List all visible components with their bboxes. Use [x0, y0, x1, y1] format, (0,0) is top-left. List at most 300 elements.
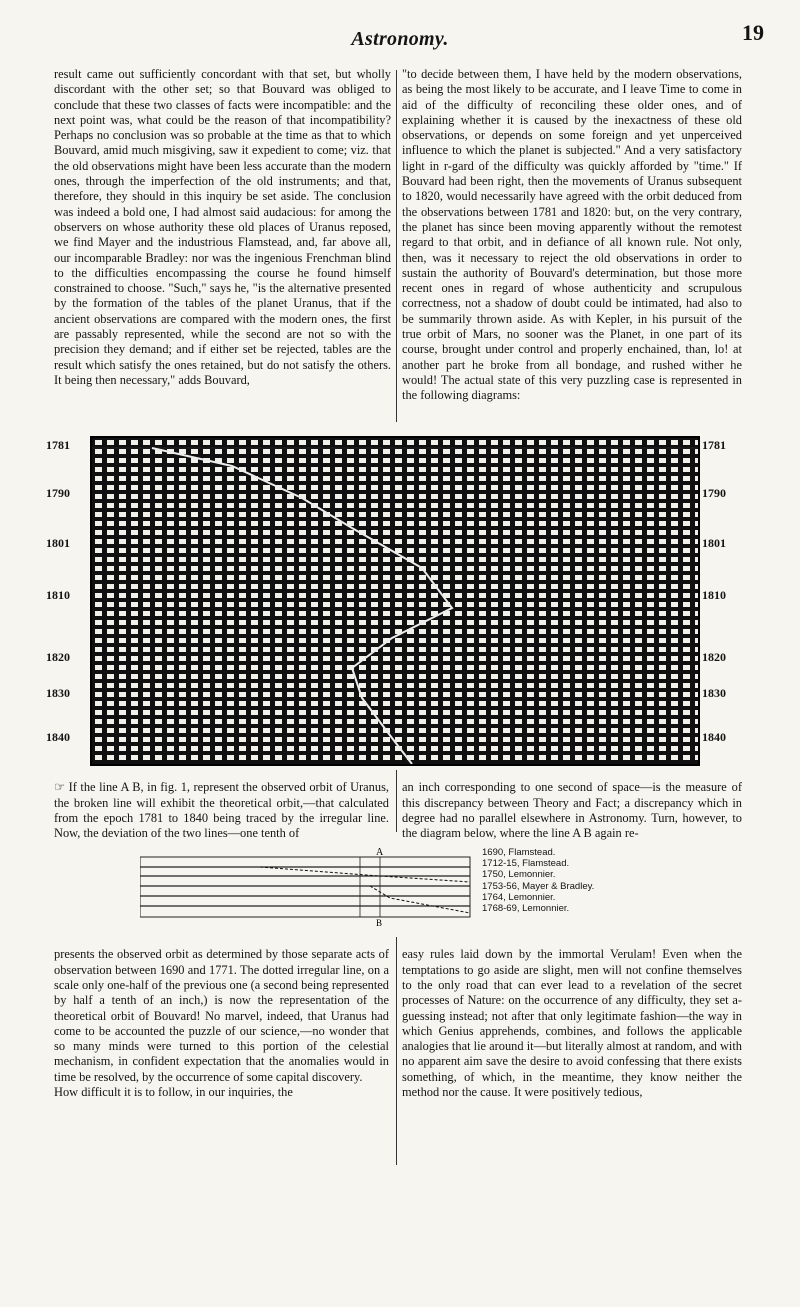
grid-cell: [299, 746, 306, 751]
grid-cell: [251, 593, 258, 598]
grid-cell: [683, 512, 690, 517]
grid-cell: [227, 476, 234, 481]
grid-cell: [299, 755, 306, 760]
grid-cell: [671, 656, 678, 661]
grid-cell: [479, 755, 486, 760]
grid-cell: [347, 530, 354, 535]
grid-cell: [551, 530, 558, 535]
grid-cell: [515, 692, 522, 697]
grid-cell: [479, 503, 486, 508]
grid-cell: [539, 620, 546, 625]
grid-cell: [155, 611, 162, 616]
grid-cell: [371, 638, 378, 643]
grid-cell: [311, 458, 318, 463]
grid-cell: [251, 719, 258, 724]
grid-cell: [227, 521, 234, 526]
grid-cell: [455, 539, 462, 544]
grid-cell: [227, 539, 234, 544]
grid-cell: [263, 647, 270, 652]
grid-cell: [683, 503, 690, 508]
grid-cell: [95, 728, 102, 733]
grid-cell: [155, 692, 162, 697]
grid-cell: [431, 602, 438, 607]
grid-cell: [599, 539, 606, 544]
grid-cell: [239, 440, 246, 445]
grid-cell: [575, 692, 582, 697]
grid-cell: [695, 683, 698, 688]
grid-cell: [407, 674, 414, 679]
grid-cell: [215, 566, 222, 571]
grid-cell: [323, 656, 330, 661]
grid-cell: [251, 602, 258, 607]
grid-cell: [407, 584, 414, 589]
grid-cell: [635, 593, 642, 598]
grid-cell: [275, 647, 282, 652]
grid-cell: [167, 593, 174, 598]
grid-cell: [611, 584, 618, 589]
grid-cell: [251, 755, 258, 760]
grid-cell: [659, 755, 666, 760]
grid-cell: [683, 476, 690, 481]
grid-cell: [527, 638, 534, 643]
grid-cell: [383, 683, 390, 688]
grid-cell: [239, 728, 246, 733]
grid-cell: [683, 494, 690, 499]
grid-cell: [95, 683, 102, 688]
grid-cell: [191, 629, 198, 634]
grid-cell: [671, 458, 678, 463]
grid-cell: [395, 674, 402, 679]
grid-cell: [623, 683, 630, 688]
grid-cell: [359, 629, 366, 634]
grid-cell: [419, 665, 426, 670]
grid-cell: [359, 539, 366, 544]
grid-cell: [131, 728, 138, 733]
grid-cell: [191, 620, 198, 625]
grid-cell: [275, 593, 282, 598]
grid-cell: [239, 539, 246, 544]
grid-cell: [431, 530, 438, 535]
grid-cell: [131, 440, 138, 445]
grid-cell: [227, 494, 234, 499]
grid-cell: [671, 602, 678, 607]
grid-cell: [587, 629, 594, 634]
grid-cell: [443, 557, 450, 562]
grid-cell: [395, 476, 402, 481]
grid-cell: [563, 611, 570, 616]
grid-cell: [143, 566, 150, 571]
grid-cell: [431, 629, 438, 634]
grid-cell: [491, 611, 498, 616]
grid-cell: [131, 647, 138, 652]
grid-cell: [215, 674, 222, 679]
grid-cell: [383, 602, 390, 607]
grid-cell: [215, 737, 222, 742]
grid-cell: [587, 449, 594, 454]
grid-cell: [539, 521, 546, 526]
grid-cell: [239, 701, 246, 706]
grid-cell: [275, 512, 282, 517]
grid-cell: [491, 449, 498, 454]
grid-cell: [323, 719, 330, 724]
grid-cell: [635, 665, 642, 670]
grid-cell: [251, 728, 258, 733]
grid-cell: [143, 548, 150, 553]
grid-cell: [587, 719, 594, 724]
grid-cell: [167, 548, 174, 553]
grid-cell: [359, 710, 366, 715]
grid-cell: [623, 620, 630, 625]
grid-cell: [95, 710, 102, 715]
grid-cell: [371, 521, 378, 526]
grid-cell: [143, 485, 150, 490]
grid-cell: [287, 440, 294, 445]
grid-cell: [491, 521, 498, 526]
grid-cell: [659, 557, 666, 562]
grid-cell: [647, 521, 654, 526]
grid-cell: [131, 548, 138, 553]
grid-cell: [347, 611, 354, 616]
grid-cell: [191, 503, 198, 508]
grid-cell: [287, 512, 294, 517]
grid-cell: [635, 692, 642, 697]
grid-cell: [311, 494, 318, 499]
grid-cell: [575, 656, 582, 661]
grid-cell: [695, 638, 698, 643]
grid-cell: [119, 602, 126, 607]
grid-cell: [167, 440, 174, 445]
grid-cell: [575, 440, 582, 445]
grid-cell: [179, 440, 186, 445]
grid-cell: [623, 611, 630, 616]
grid-cell: [671, 530, 678, 535]
grid-cell: [335, 611, 342, 616]
grid-cell: [395, 467, 402, 472]
grid-cell: [491, 719, 498, 724]
grid-cell: [599, 593, 606, 598]
grid-cell: [623, 746, 630, 751]
grid-cell: [155, 710, 162, 715]
grid-cell: [611, 710, 618, 715]
grid-cell: [671, 539, 678, 544]
grid-cell: [407, 620, 414, 625]
grid-cell: [443, 566, 450, 571]
grid-cell: [515, 566, 522, 571]
grid-cell: [455, 557, 462, 562]
grid-cell: [635, 566, 642, 571]
grid-cell: [623, 512, 630, 517]
grid-cell: [131, 692, 138, 697]
grid-cell: [683, 611, 690, 616]
grid-cell: [503, 746, 510, 751]
grid-cell: [95, 701, 102, 706]
grid-cell: [203, 692, 210, 697]
grid-cell: [599, 584, 606, 589]
grid-cell: [563, 575, 570, 580]
grid-cell: [251, 638, 258, 643]
grid-cell: [647, 593, 654, 598]
grid-cell: [179, 665, 186, 670]
grid-cell: [695, 494, 698, 499]
grid-cell: [299, 575, 306, 580]
grid-cell: [611, 656, 618, 661]
grid-cell: [599, 674, 606, 679]
grid-cell: [263, 503, 270, 508]
grid-cell: [467, 530, 474, 535]
grid-cell: [323, 494, 330, 499]
grid-cell: [215, 701, 222, 706]
grid-cell: [167, 719, 174, 724]
grid-cell: [575, 719, 582, 724]
grid-cell: [443, 755, 450, 760]
grid-cell: [671, 620, 678, 625]
grid-cell: [299, 440, 306, 445]
grid-cell: [191, 674, 198, 679]
grid-cell: [323, 629, 330, 634]
grid-cell: [587, 665, 594, 670]
grid-cell: [131, 737, 138, 742]
grid-cell: [251, 512, 258, 517]
grid-cell: [467, 485, 474, 490]
grid-cell: [659, 728, 666, 733]
grid-cell: [419, 683, 426, 688]
grid-cell: [119, 647, 126, 652]
grid-cell: [611, 701, 618, 706]
grid-cell: [491, 593, 498, 598]
grid-cell: [239, 566, 246, 571]
grid-cell: [227, 548, 234, 553]
grid-cell: [95, 476, 102, 481]
grid-cell: [419, 746, 426, 751]
grid-cell: [107, 449, 114, 454]
grid-cell: [107, 638, 114, 643]
grid-cell: [215, 512, 222, 517]
grid-cell: [287, 521, 294, 526]
grid-cell: [647, 755, 654, 760]
grid-cell: [227, 647, 234, 652]
year-label: 1830: [46, 686, 70, 700]
grid-cell: [359, 746, 366, 751]
grid-cell: [419, 494, 426, 499]
grid-cell: [491, 665, 498, 670]
grid-cell: [227, 710, 234, 715]
grid-cell: [683, 692, 690, 697]
grid-cell: [179, 647, 186, 652]
grid-cell: [419, 710, 426, 715]
grid-cell: [527, 656, 534, 661]
grid-cell: [479, 674, 486, 679]
grid-cell: [323, 737, 330, 742]
grid-cell: [95, 494, 102, 499]
paragraph: ☞ If the line A B, in fig. 1, represent the observed orbit of Uranus, the broken line will exhibit the theoretical orbit,—that calculated from the epoch 1781 to 1840 being traced by the irregular line. Now, the deviation of the two lines—one tenth of: [54, 780, 389, 841]
grid-cell: [635, 629, 642, 634]
grid-cell: [695, 467, 698, 472]
grid-cell: [203, 602, 210, 607]
grid-cell: [179, 620, 186, 625]
grid-cell: [239, 557, 246, 562]
grid-cell: [575, 575, 582, 580]
grid-cell: [263, 512, 270, 517]
grid-cell: [563, 449, 570, 454]
grid-cell: [407, 566, 414, 571]
grid-cell: [119, 665, 126, 670]
grid-cell: [383, 458, 390, 463]
grid-cell: [227, 566, 234, 571]
grid-cell: [239, 710, 246, 715]
grid-cell: [575, 629, 582, 634]
grid-cell: [563, 467, 570, 472]
grid-cell: [311, 629, 318, 634]
grid-cell: [599, 476, 606, 481]
grid-cell: [683, 539, 690, 544]
grid-cell: [599, 719, 606, 724]
grid-cell: [227, 665, 234, 670]
grid-svg: [92, 438, 698, 764]
grid-cell: [311, 584, 318, 589]
grid-cell: [599, 665, 606, 670]
grid-cell: [419, 503, 426, 508]
grid-cell: [443, 521, 450, 526]
grid-cell: [539, 476, 546, 481]
grid-cell: [95, 512, 102, 517]
grid-cell: [335, 512, 342, 517]
grid-cell: [251, 584, 258, 589]
grid-cell: [587, 728, 594, 733]
grid-cell: [443, 701, 450, 706]
grid-cell: [287, 620, 294, 625]
grid-cell: [503, 566, 510, 571]
grid-cell: [503, 656, 510, 661]
grid-cell: [335, 503, 342, 508]
grid-cell: [647, 575, 654, 580]
grid-cell: [683, 710, 690, 715]
grid-cell: [479, 467, 486, 472]
grid-cell: [683, 674, 690, 679]
grid-cell: [551, 629, 558, 634]
grid-cell: [215, 692, 222, 697]
grid-cell: [347, 593, 354, 598]
grid-cell: [695, 566, 698, 571]
grid-cell: [431, 449, 438, 454]
grid-cell: [371, 503, 378, 508]
grid-cell: [191, 656, 198, 661]
grid-cell: [467, 539, 474, 544]
grid-cell: [215, 611, 222, 616]
grid-cell: [383, 656, 390, 661]
grid-cell: [431, 494, 438, 499]
grid-cell: [215, 620, 222, 625]
grid-cell: [335, 548, 342, 553]
grid-cell: [683, 665, 690, 670]
grid-cell: [467, 503, 474, 508]
grid-cell: [215, 656, 222, 661]
label-b: B: [376, 918, 383, 927]
grid-cell: [179, 494, 186, 499]
grid-cell: [167, 611, 174, 616]
grid-cell: [695, 449, 698, 454]
grid-cell: [659, 575, 666, 580]
grid-cell: [431, 746, 438, 751]
grid-cell: [431, 683, 438, 688]
grid-cell: [119, 548, 126, 553]
page-header: [0, 6, 800, 66]
grid-cell: [191, 602, 198, 607]
grid-cell: [323, 755, 330, 760]
grid-cell: [599, 557, 606, 562]
grid-cell: [155, 530, 162, 535]
grid-cell: [311, 512, 318, 517]
grid-cell: [167, 710, 174, 715]
grid-cell: [239, 620, 246, 625]
grid-cell: [179, 539, 186, 544]
grid-cell: [275, 611, 282, 616]
grid-cell: [671, 692, 678, 697]
grid-cell: [347, 719, 354, 724]
grid-cell: [191, 467, 198, 472]
grid-cell: [671, 557, 678, 562]
grid-cell: [203, 737, 210, 742]
grid-cell: [659, 494, 666, 499]
grid-cell: [371, 458, 378, 463]
grid-cell: [479, 566, 486, 571]
grid-cell: [119, 593, 126, 598]
grid-cell: [599, 548, 606, 553]
grid-cell: [263, 683, 270, 688]
grid-cell: [395, 620, 402, 625]
grid-cell: [323, 602, 330, 607]
page-number: 19: [742, 20, 764, 45]
grid-cell: [659, 593, 666, 598]
grid-cell: [563, 746, 570, 751]
grid-cell: [443, 710, 450, 715]
grid-cell: [371, 575, 378, 580]
grid-cell: [215, 548, 222, 553]
grid-cell: [515, 674, 522, 679]
grid-cell: [347, 584, 354, 589]
grid-cell: [671, 512, 678, 517]
grid-cell: [419, 440, 426, 445]
grid-cell: [431, 728, 438, 733]
grid-cell: [683, 746, 690, 751]
grid-cell: [167, 638, 174, 643]
grid-cell: [575, 665, 582, 670]
grid-cell: [179, 530, 186, 535]
grid-cell: [443, 458, 450, 463]
grid-cell: [287, 557, 294, 562]
grid-cell: [227, 512, 234, 517]
grid-cell: [131, 755, 138, 760]
grid-cell: [467, 467, 474, 472]
grid-cell: [239, 656, 246, 661]
grid-cell: [503, 692, 510, 697]
grid-cell: [515, 458, 522, 463]
grid-cell: [107, 458, 114, 463]
grid-cell: [275, 602, 282, 607]
grid-cell: [107, 467, 114, 472]
grid-cell: [119, 611, 126, 616]
grid-cell: [479, 665, 486, 670]
grid-cell: [179, 701, 186, 706]
observation-label: 1753-56, Mayer & Bradley.: [482, 880, 595, 892]
grid-cell: [143, 512, 150, 517]
grid-cell: [527, 521, 534, 526]
grid-cell: [659, 701, 666, 706]
grid-cell: [587, 458, 594, 463]
grid-cell: [491, 710, 498, 715]
grid-cell: [395, 449, 402, 454]
grid-cell: [431, 476, 438, 481]
grid-cell: [515, 449, 522, 454]
